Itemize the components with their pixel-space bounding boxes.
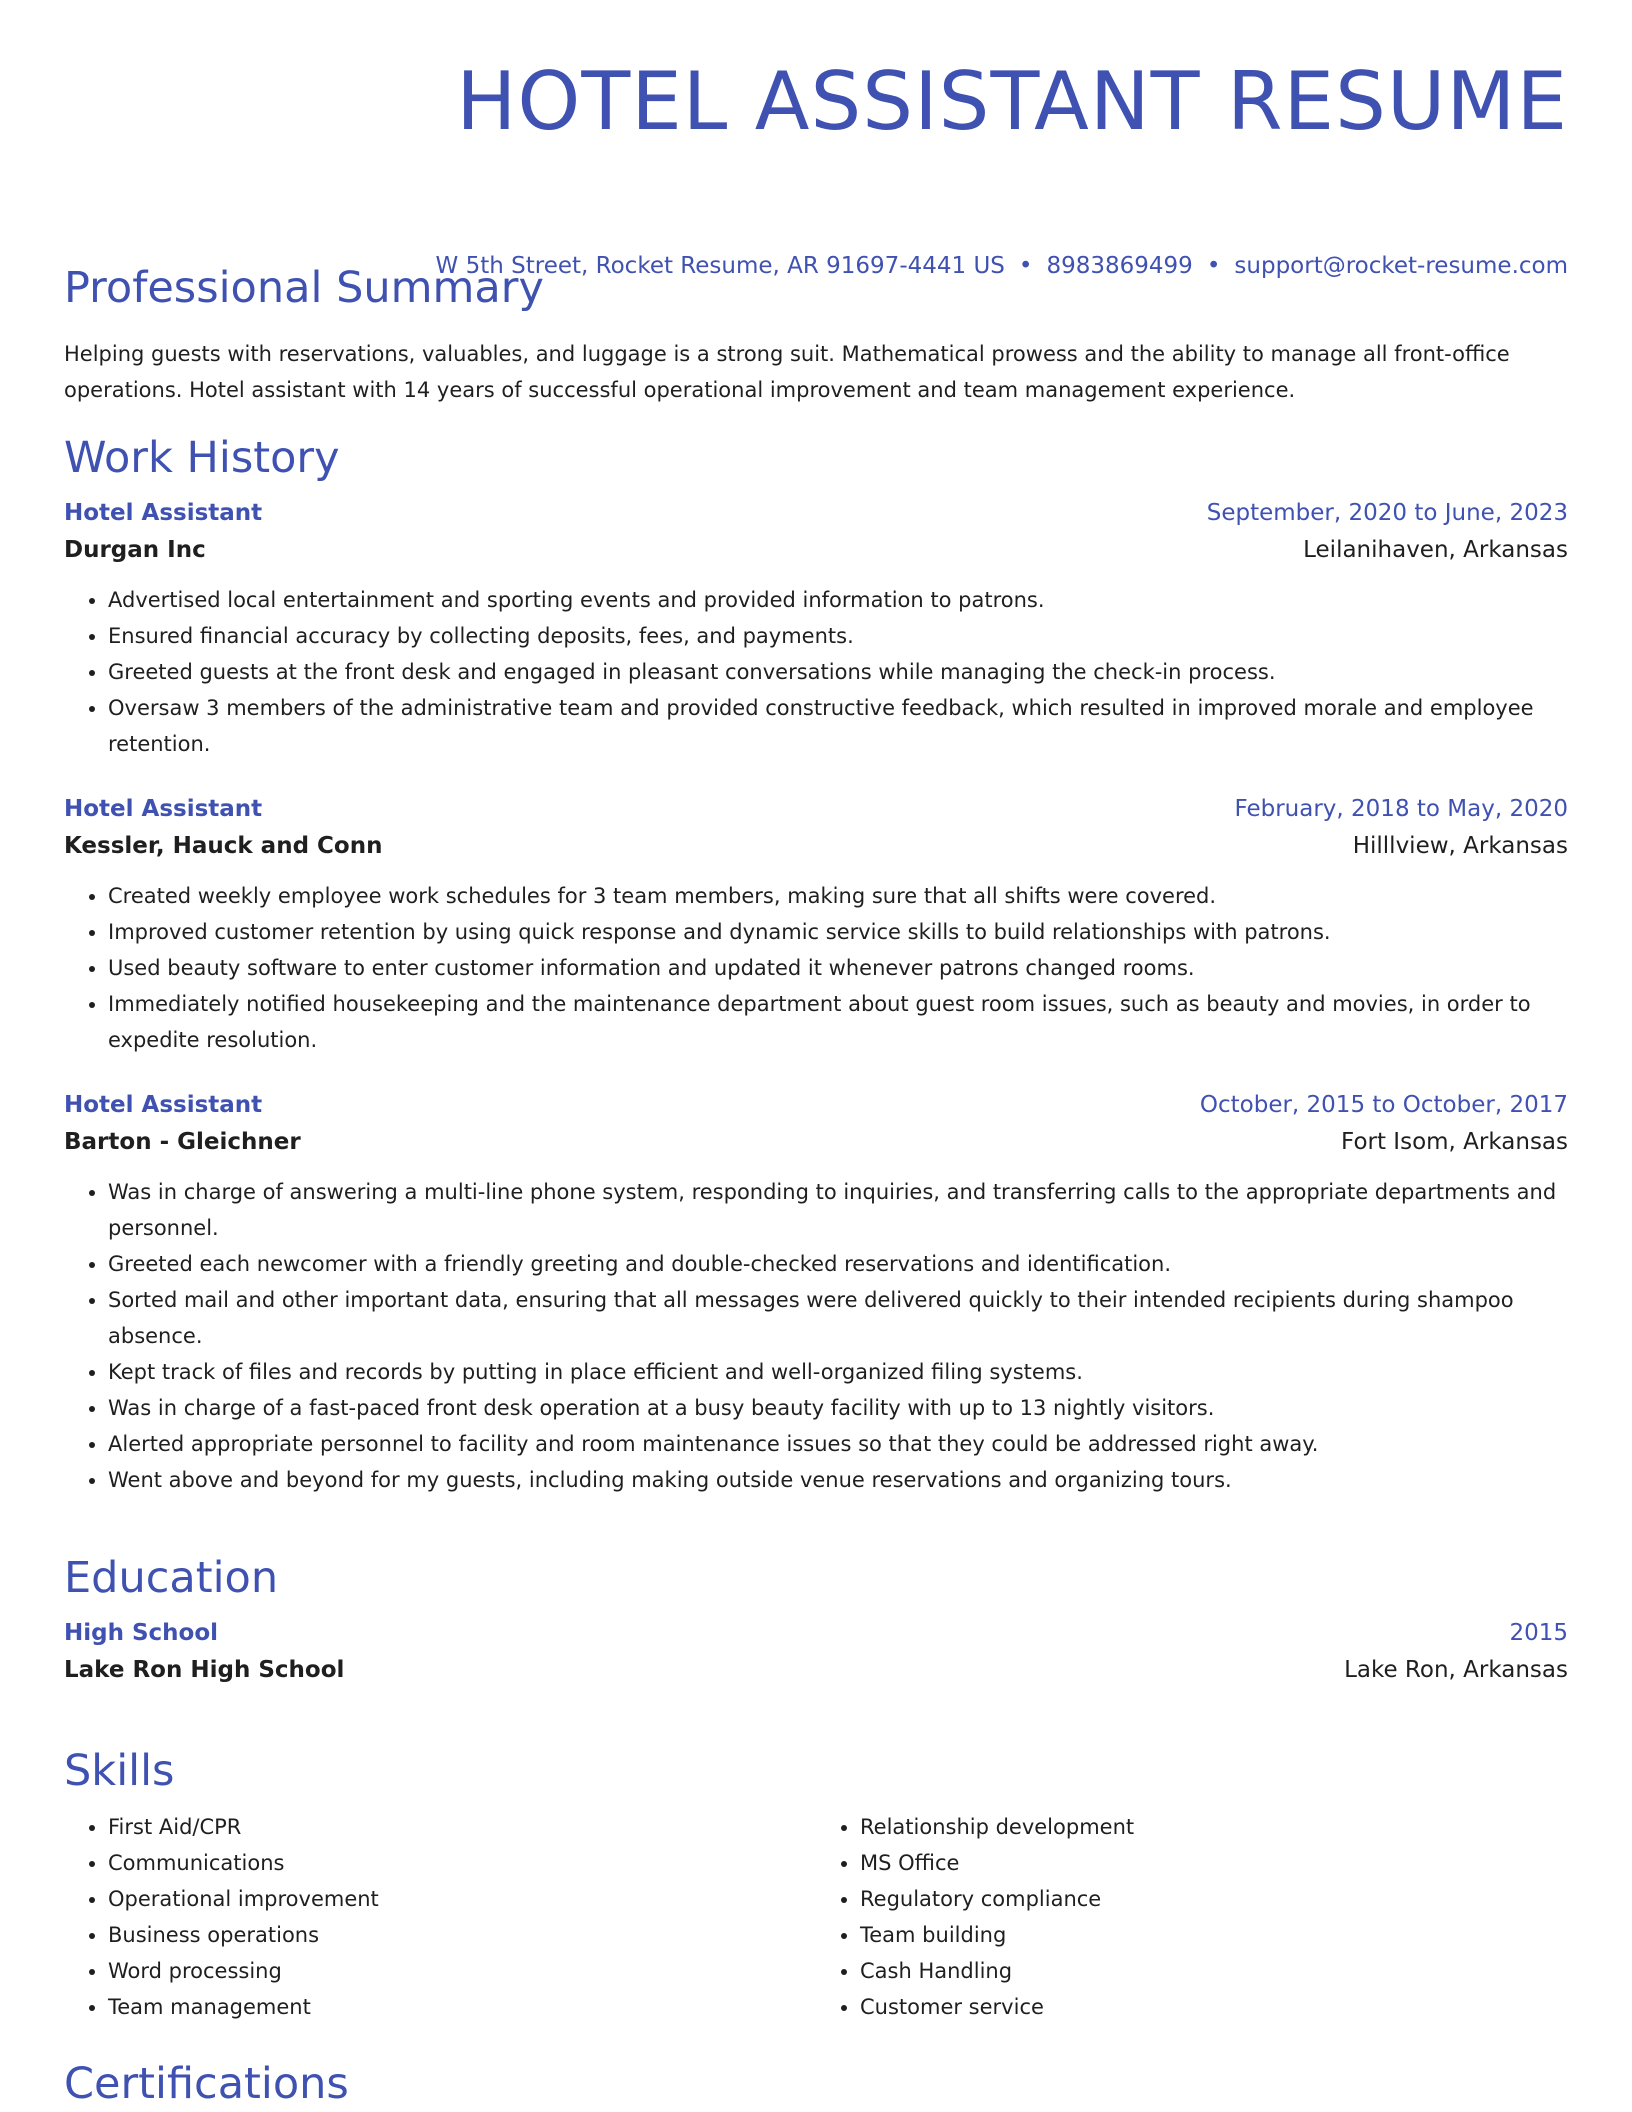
list-item: • Used beauty software to enter customer information and updated it whenever patrons changed rooms. [108, 950, 1568, 986]
skill-item: • MS Office [860, 1845, 1568, 1881]
job-location: Leilanihaven, Arkansas [1303, 537, 1568, 563]
list-item: • Ensured financial accuracy by collecting deposits, fees, and payments. [108, 618, 1568, 654]
list-item: • Greeted each newcomer with a friendly greeting and double-checked reservations and identification. [108, 1246, 1568, 1282]
resume-title: HOTEL ASSISTANT RESUME [456, 55, 1568, 148]
job-entry [64, 1088, 1568, 1498]
skill-item: • Customer service [860, 1989, 1568, 2025]
job-dates: February, 2018 to May, 2020 [1234, 796, 1568, 822]
list-item: • Improved customer retention by using quick response and dynamic service skills to build relationships with patrons. [108, 914, 1568, 950]
list-item: • Created weekly employee work schedules for 3 team members, making sure that all shifts were covered. [108, 878, 1568, 914]
skill-item: • Business operations [108, 1917, 816, 1953]
section-title-certifications: Certifications [64, 2059, 349, 2109]
separator-2: • [1206, 253, 1221, 279]
skill-item: • Cash Handling [860, 1953, 1568, 1989]
list-item: • Alerted appropriate personnel to facility and room maintenance issues so that they could be addressed right away. [108, 1426, 1568, 1462]
skill-item: • Team management [108, 1989, 816, 2025]
skill-item: • Regulatory compliance [860, 1881, 1568, 1917]
list-item: • Sorted mail and other important data, ensuring that all messages were delivered quickly to their intended recipients during shampoo absence. [108, 1282, 1568, 1354]
separator-1: • [1018, 253, 1033, 279]
job-entry [64, 792, 1568, 1058]
section-title-work: Work History [64, 433, 340, 483]
job-bullets [64, 878, 1568, 1058]
job-role: Hotel Assistant [64, 500, 263, 526]
section-title-education: Education [64, 1553, 279, 1603]
education-section [64, 1552, 1568, 1690]
education-degree: High School [64, 1620, 219, 1646]
job-dates: October, 2015 to October, 2017 [1199, 1092, 1568, 1118]
job-entry [64, 496, 1568, 762]
skills-section [64, 1745, 1568, 2025]
job-location: Fort Isom, Arkansas [1341, 1129, 1568, 1155]
education-school: Lake Ron High School [64, 1657, 345, 1683]
section-title-summary: Professional Summary [64, 263, 544, 313]
list-item: • Kept track of files and records by putting in place efficient and well-organized filing systems. [108, 1354, 1568, 1390]
skills-columns [64, 1809, 1568, 2025]
skill-item: • Team building [860, 1917, 1568, 1953]
email-link[interactable]: support@rocket-resume.com [1234, 253, 1568, 279]
section-title-skills: Skills [64, 1746, 175, 1796]
job-dates: September, 2020 to June, 2023 [1206, 500, 1568, 526]
phone: 8983869499 [1046, 253, 1193, 279]
list-item: • Oversaw 3 members of the administrative team and provided constructive feedback, which resulted in improved morale and employee retention. [108, 690, 1568, 762]
job-bullets [64, 582, 1568, 762]
skill-item: • First Aid/CPR [108, 1809, 816, 1845]
skill-item: • Communications [108, 1845, 816, 1881]
address: W 5th Street, Rocket Resume, AR 91697-4441 US [435, 253, 1005, 279]
job-company: Durgan Inc [64, 537, 206, 563]
job-location: Hilllview, Arkansas [1352, 833, 1568, 859]
education-year: 2015 [1509, 1620, 1568, 1646]
skill-item: • Relationship development [860, 1809, 1568, 1845]
list-item: • Was in charge of a fast-paced front desk operation at a busy beauty facility with up to 13 nightly visitors. [108, 1390, 1568, 1426]
job-company: Barton - Gleichner [64, 1129, 301, 1155]
summary-section [64, 262, 1568, 408]
list-item: • Immediately notified housekeeping and the maintenance department about guest room issues, such as beauty and movies, in order to expedite resolution. [108, 986, 1568, 1058]
education-location: Lake Ron, Arkansas [1344, 1657, 1568, 1683]
summary-text: Helping guests with reservations, valuables, and luggage is a strong suit. Mathematical prowess and the ability to manage all front-office operations. Hotel assistant with 14 years of successful operational improvement and team management experience. [64, 342, 1510, 402]
skills-list-right [816, 1809, 1568, 2025]
list-item: • Went above and beyond for my guests, including making outside venue reservations and organizing tours. [108, 1462, 1568, 1498]
list-item: • Greeted guests at the front desk and engaged in pleasant conversations while managing the check-in process. [108, 654, 1568, 690]
skill-item: • Word processing [108, 1953, 816, 1989]
job-bullets [64, 1174, 1568, 1498]
job-role: Hotel Assistant [64, 796, 263, 822]
job-company: Kessler, Hauck and Conn [64, 833, 383, 859]
skills-list-left [64, 1809, 816, 2025]
work-history-section [64, 432, 1568, 1498]
certifications-section [64, 2058, 1568, 2110]
list-item: • Was in charge of answering a multi-line phone system, responding to inquiries, and transferring calls to the appropriate departments and personnel. [108, 1174, 1568, 1246]
job-role: Hotel Assistant [64, 1092, 263, 1118]
skill-item: • Operational improvement [108, 1881, 816, 1917]
list-item: • Advertised local entertainment and sporting events and provided information to patrons. [108, 582, 1568, 618]
